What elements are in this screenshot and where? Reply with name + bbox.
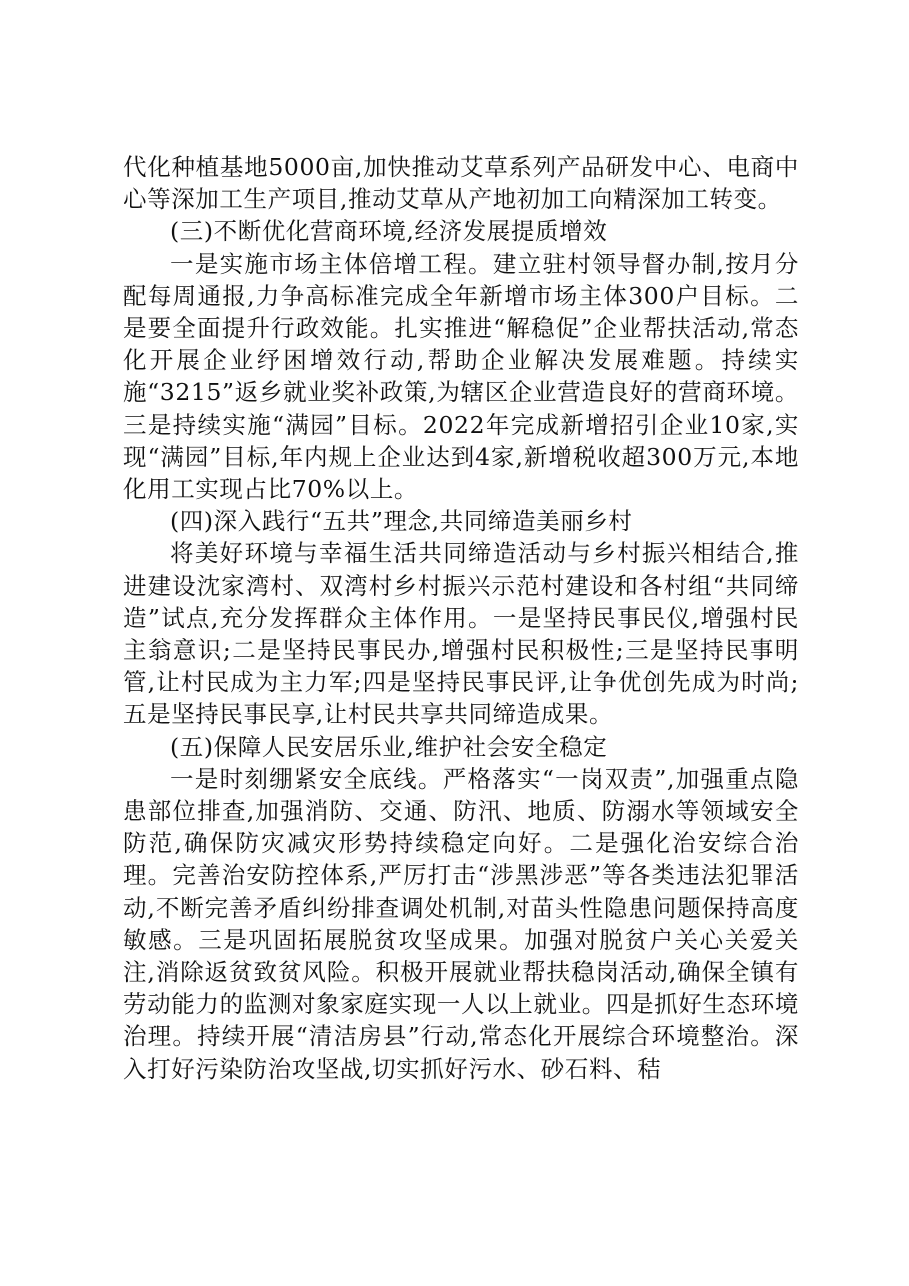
body-paragraph: 代化种植基地5000亩,加快推动艾草系列产品研发中心、电商中心等深加工生产项目,推动艾草从产地初加工向精深加工转变。 (123, 153, 799, 214)
body-paragraph: 将美好环境与幸福生活共同缔造活动与乡村振兴相结合,推进建设沈家湾村、双湾村乡村振兴示范村建设和各村组“共同缔造”试点,充分发挥群众主体作用。一是坚持民事民仪,增强村民主翁意识;二是坚持民事民办,增强村民积极性;三是坚持民事明管,让村民成为主力军;四是坚持民事民评,让争优创先成为时尚;五是坚持民事民享,让村民共享共同缔造成果。 (123, 539, 799, 729)
section-heading: (四)深入践行“五共”理念,共同缔造美丽乡村 (170, 507, 633, 536)
body-paragraph: 一是实施市场主体倍增工程。建立驻村领导督办制,按月分配每周通报,力争高标准完成全年新增市场主体300户目标。二是要全面提升行政效能。扎实推进“解稳促”企业帮扶活动,常态化开展企业纾困增效行动,帮助企业解决发展难题。持续实施“3215”返乡就业奖补政策,为辖区企业营造良好的营商环境。三是持续实施“满园”目标。2022年完成新增招引企业10家,实现“满园”目标,年内规上企业达到4家,新增税收超300万元,本地化用工实现占比70%以上。 (123, 249, 799, 504)
document-body (123, 151, 799, 1085)
section-heading: (三)不断优化营商环境,经济发展提质增效 (170, 217, 608, 246)
section-heading: (五)保障人民安居乐业,维护社会安全稳定 (170, 732, 608, 761)
body-paragraph: 一是时刻绷紧安全底线。严格落实“一岗双责”,加强重点隐患部位排查,加强消防、交通、防汛、地质、防溺水等领域安全防范,确保防灾减灾形势持续稳定向好。二是强化治安综合治理。完善治安防控体系,严厉打击“涉黑涉恶”等各类违法犯罪活动,不断完善矛盾纠纷排查调处机制,对苗头性隐患问题保持高度敏感。三是巩固拓展脱贫攻坚成果。加强对脱贫户关心关爱关注,消除返贫致贫风险。积极开展就业帮扶稳岗活动,确保全镇有劳动能力的监测对象家庭实现一人以上就业。四是抓好生态环境治理。持续开展“清洁房县”行动,常态化开展综合环境整治。深入打好污染防治攻坚战,切实抓好污水、砂石料、秸 (123, 764, 799, 1083)
